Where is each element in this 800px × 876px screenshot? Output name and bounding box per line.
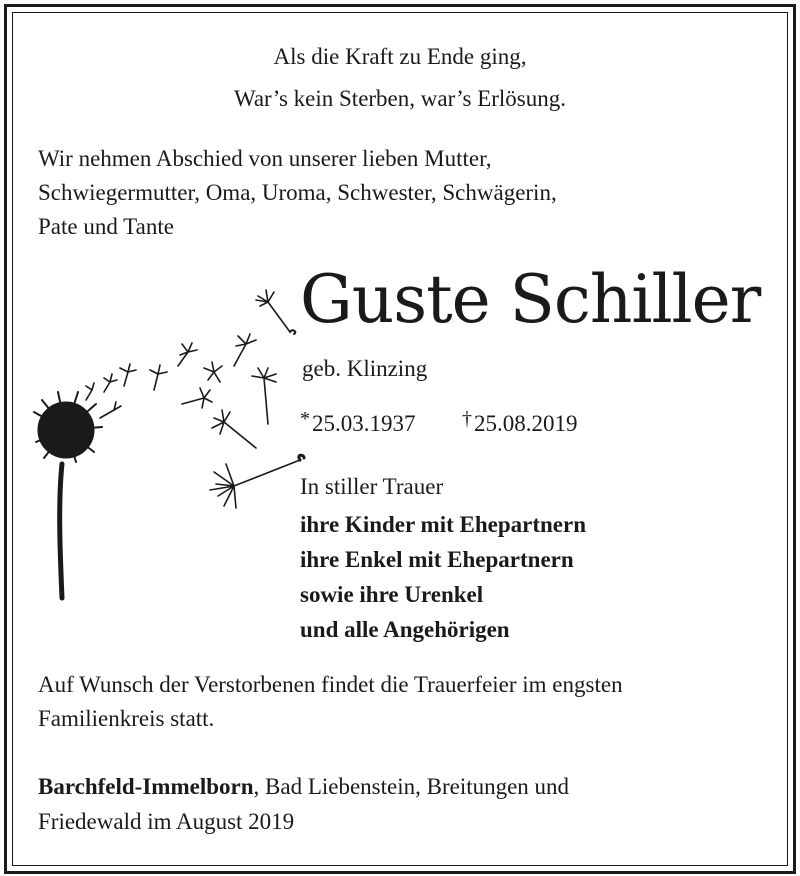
note-line-2: Familienkreis statt. [38, 706, 215, 731]
dandelion-icon [28, 282, 318, 602]
mourner-line-1: ihre Kinder mit Ehepartnern [300, 512, 587, 537]
birth-star-icon: * [300, 408, 310, 430]
verse-line-1: Als die Kraft zu Ende ging, [273, 44, 527, 69]
mourners-intro: In stiller Trauer [300, 474, 444, 499]
birth-date: 25.03.1937 [312, 411, 416, 436]
birth-name: geb. Klinzing [302, 356, 428, 381]
mourner-line-2: ihre Enkel mit Ehepartnern [300, 547, 574, 572]
death-cross-icon: † [462, 408, 472, 430]
deceased-name: Guste Schiller [300, 261, 761, 338]
mourner-line-3: sowie ihre Urenkel [300, 582, 484, 607]
note-line-1: Auf Wunsch der Verstorbenen findet die Trauerfeier im engsten [38, 672, 623, 697]
place-main: Barchfeld-Immelborn [38, 774, 254, 799]
place-line-1 [38, 770, 569, 804]
mourner-line-4: und alle Angehörigen [300, 617, 510, 642]
intro-line-3: Pate und Tante [38, 214, 174, 239]
place-rest: , Bad Liebenstein, Breitungen und [253, 774, 570, 799]
verse-line-2: War’s kein Sterben, war’s Erlösung. [233, 86, 566, 111]
death-date-line [462, 402, 578, 441]
intro-line-2: Schwiegermutter, Oma, Uroma, Schwester, Schwägerin, [38, 180, 557, 205]
intro-line-1: Wir nehmen Abschied von unserer lieben Mutter, [38, 146, 492, 171]
place-line-2: Friedewald im August 2019 [38, 809, 295, 834]
death-date: 25.08.2019 [474, 411, 578, 436]
